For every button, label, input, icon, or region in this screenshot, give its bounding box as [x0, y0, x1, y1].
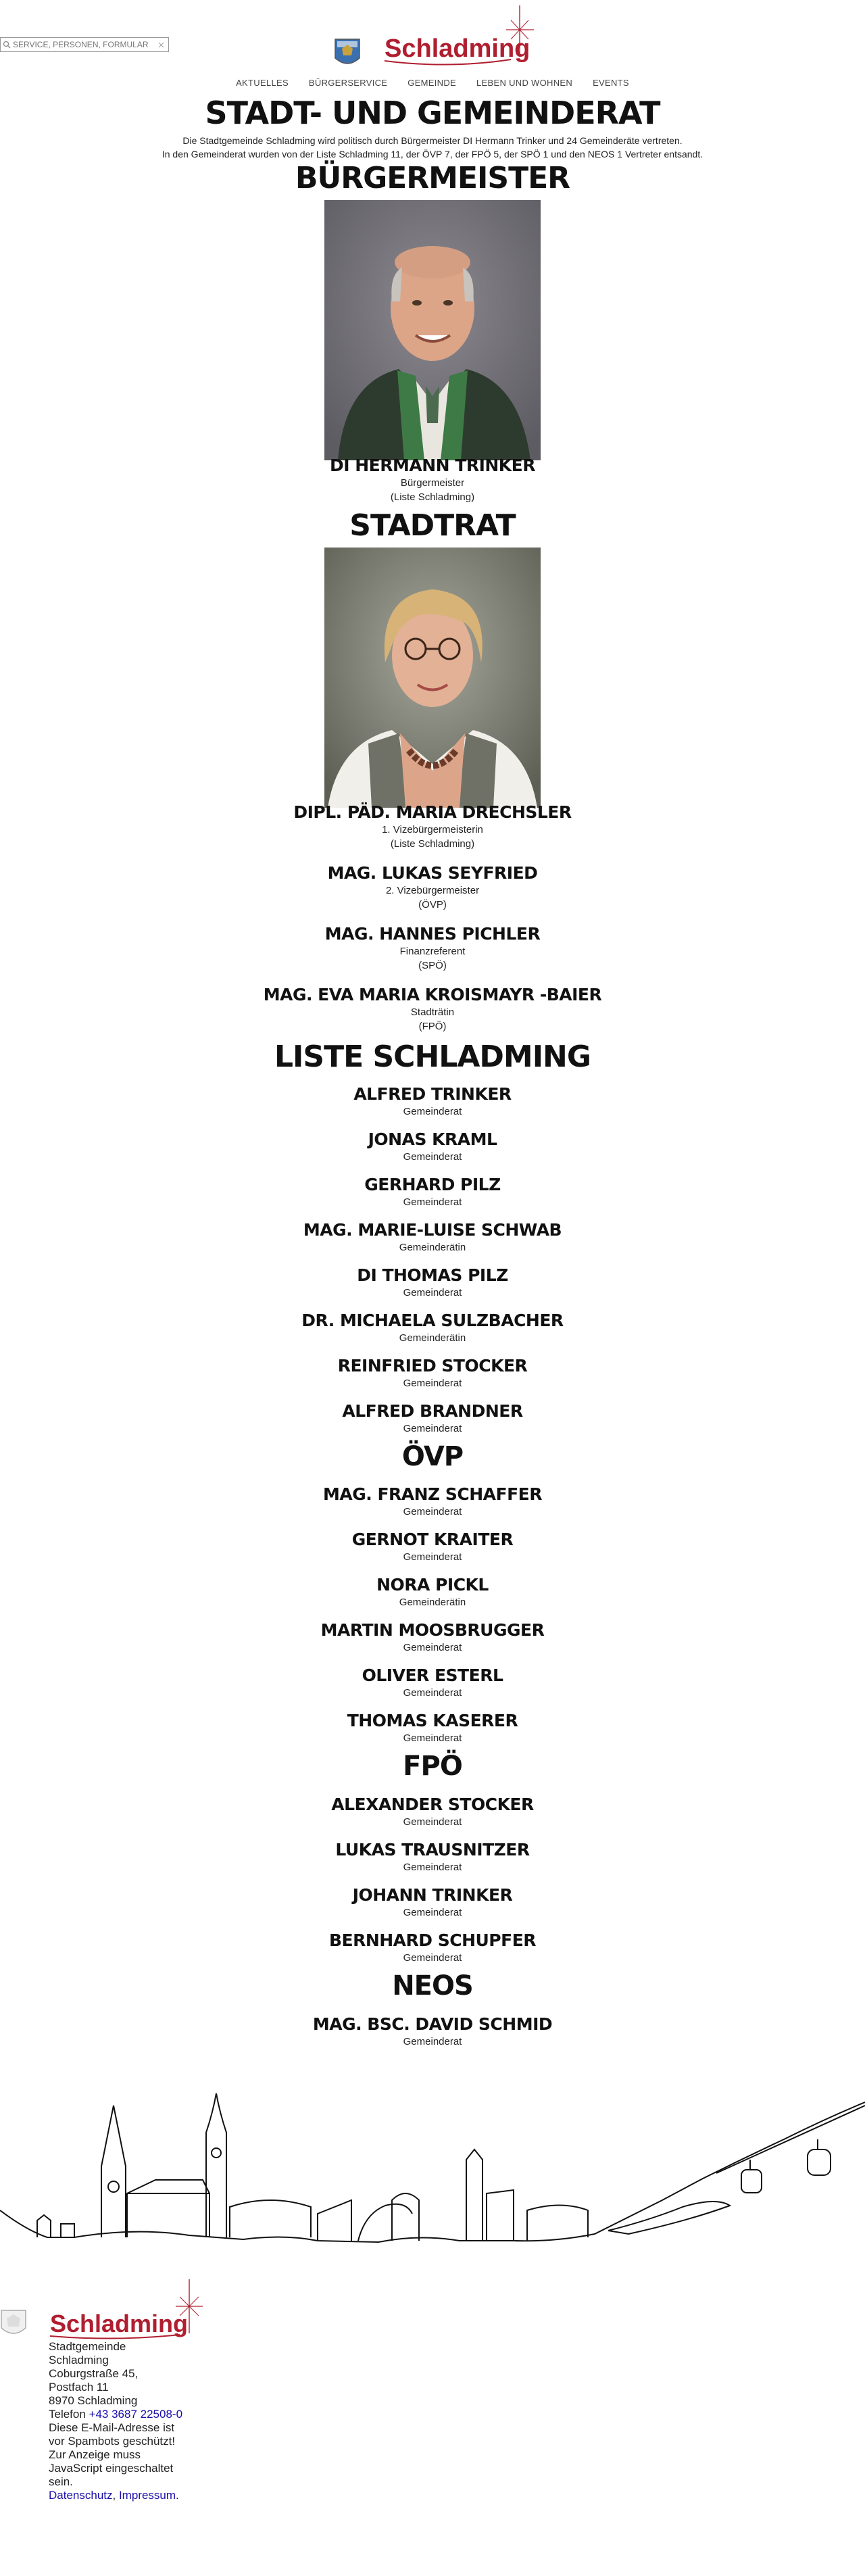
person-card — [0, 1711, 865, 1745]
person-card — [0, 1530, 865, 1564]
person-name: ALEXANDER STOCKER — [331, 1795, 534, 1814]
person-name: MAG. FRANZ SCHAFFER — [323, 1484, 542, 1504]
person-role: Gemeinderat — [403, 1732, 462, 1744]
footer-address-line: 8970 Schladming — [49, 2394, 138, 2407]
section-title-fpoe: FPÖ — [403, 1751, 462, 1782]
main-nav — [0, 78, 865, 88]
person-name: BERNHARD SCHUPFER — [328, 1930, 537, 1950]
person-card — [0, 1220, 865, 1255]
person-card — [0, 1930, 865, 1965]
intro-line: In den Gemeinderat wurden von der Liste Schladming 11, der ÖVP 7, der FPÖ 5, der SPÖ 1 und den NEOS 1 Vertreter entsandt. — [162, 149, 703, 160]
person-name: MAG. BSC. DAVID SCHMID — [312, 2014, 553, 2034]
page-title: STADT- UND GEMEINDERAT — [205, 95, 660, 131]
footer-address — [49, 2340, 204, 2502]
person-card — [0, 1084, 865, 1119]
footer — [0, 2278, 865, 2508]
person-name: NORA PICKL — [376, 1575, 489, 1595]
coat-of-arms-icon — [0, 2309, 27, 2339]
logo-wordmark: Schladming — [385, 34, 530, 63]
person-name: MAG. EVA MARIA KROISMAYR -BAIER — [263, 985, 602, 1004]
footer-address-line: Postfach 11 — [49, 2381, 109, 2393]
person-name: JOHANN TRINKER — [352, 1885, 513, 1905]
phone-label: Telefon — [49, 2408, 89, 2421]
person-name: MAG. LUKAS SEYFRIED — [327, 863, 538, 883]
person-role: Gemeinderätin — [399, 1597, 466, 1608]
person-role: Gemeinderat — [403, 1506, 462, 1517]
person-card — [0, 1356, 865, 1390]
person-name: ALFRED TRINKER — [353, 1084, 512, 1104]
person-name: GERNOT KRAITER — [351, 1530, 514, 1549]
coat-of-arms-icon — [335, 39, 360, 64]
footer-phone — [49, 2408, 204, 2421]
person-name: MAG. MARIE-LUISE SCHWAB — [303, 1220, 562, 1240]
section-title-oevp: ÖVP — [401, 1441, 464, 1472]
nav-item-buergerservice[interactable]: BÜRGERSERVICE — [308, 78, 388, 88]
person-role: Gemeinderat — [403, 1907, 462, 1918]
person-card — [0, 1311, 865, 1345]
person-name: JONAS KRAML — [368, 1129, 497, 1149]
nav-item-gemeinde[interactable]: GEMEINDE — [407, 78, 457, 88]
person-party: (ÖVP) — [418, 899, 447, 910]
person-party: (Liste Schladming) — [390, 838, 475, 850]
footer-legal-links — [49, 2489, 204, 2502]
person-card — [0, 1795, 865, 1829]
person-card — [0, 1575, 865, 1609]
person-card — [0, 1885, 865, 1920]
person-name: DI HERMANN TRINKER — [329, 456, 535, 475]
footer-spam-note: Diese E-Mail-Adresse ist — [49, 2421, 175, 2434]
footer-spam-note: Zur Anzeige muss — [49, 2448, 141, 2461]
search-input[interactable] — [13, 40, 148, 49]
person-name: ALFRED BRANDNER — [342, 1401, 523, 1421]
section-title-mayor: BÜRGERMEISTER — [295, 161, 570, 195]
person-role: Gemeinderat — [403, 1816, 462, 1828]
person-role: Gemeinderätin — [399, 1332, 466, 1344]
person-party: (Liste Schladming) — [390, 491, 475, 503]
footer-spam-note: JavaScript eingeschaltet — [49, 2462, 174, 2475]
person-party: (SPÖ) — [418, 960, 447, 971]
person-role: Gemeinderat — [403, 2036, 462, 2047]
person-card — [0, 2014, 865, 2049]
person-role: Gemeinderat — [403, 1642, 462, 1653]
person-role: Gemeinderat — [403, 1687, 462, 1699]
person-role: Gemeinderat — [403, 1106, 462, 1117]
person-card — [0, 1840, 865, 1874]
person-role: Gemeinderat — [403, 1287, 462, 1298]
person-role: Gemeinderätin — [399, 1242, 466, 1253]
person-role: Finanzreferent — [399, 946, 466, 957]
person-party: (FPÖ) — [418, 1021, 447, 1032]
phone-link[interactable]: +43 3687 22508-0 — [89, 2408, 183, 2421]
site-logo[interactable] — [334, 5, 537, 68]
footer-spam-note: sein. — [49, 2475, 73, 2488]
person-role: Gemeinderat — [403, 1952, 462, 1964]
person-name: DR. MICHAELA SULZBACHER — [301, 1311, 564, 1330]
person-card — [0, 863, 865, 912]
search-bar — [0, 37, 169, 52]
person-name: LUKAS TRAUSNITZER — [335, 1840, 530, 1860]
person-name: MAG. HANNES PICHLER — [324, 924, 541, 944]
mayor-photo — [324, 200, 541, 460]
person-role: Gemeinderat — [403, 1196, 462, 1208]
person-card — [0, 985, 865, 1034]
separator: , — [112, 2489, 119, 2502]
person-role: 2. Vizebürgermeister — [385, 885, 480, 896]
period: . — [176, 2489, 179, 2502]
nav-item-aktuelles[interactable]: AKTUELLES — [236, 78, 289, 88]
section-title-neos: NEOS — [392, 1970, 473, 2001]
intro-text — [0, 134, 865, 161]
person-role: Stadträtin — [410, 1006, 455, 1018]
person-name: OLIVER ESTERL — [362, 1666, 503, 1685]
person-card — [0, 802, 865, 851]
footer-address-line: Coburgstraße 45, — [49, 2367, 139, 2380]
person-name: GERHARD PILZ — [364, 1175, 501, 1194]
person-role: Gemeinderat — [403, 1551, 462, 1563]
person-role: Gemeinderat — [403, 1378, 462, 1389]
vice-mayor-photo — [324, 548, 541, 808]
person-card — [0, 1175, 865, 1209]
person-card — [0, 1401, 865, 1436]
footer-address-line: Schladming — [49, 2354, 109, 2366]
nav-item-leben-und-wohnen[interactable]: LEBEN UND WOHNEN — [476, 78, 573, 88]
person-name: REINFRIED STOCKER — [337, 1356, 528, 1376]
person-name: MARTIN MOOSBRUGGER — [320, 1620, 545, 1640]
person-card — [0, 1484, 865, 1519]
person-name: DIPL. PÄD. MARIA DRECHSLER — [293, 802, 572, 822]
footer-address-line: Stadtgemeinde — [49, 2340, 126, 2353]
person-card — [0, 1620, 865, 1655]
person-name: DI THOMAS PILZ — [357, 1265, 508, 1285]
town-skyline-illustration — [0, 2092, 865, 2261]
section-title-liste-schladming: LISTE SCHLADMING — [274, 1040, 591, 1074]
person-name: THOMAS KASERER — [347, 1711, 518, 1730]
person-role: Gemeinderat — [403, 1423, 462, 1434]
close-icon[interactable] — [155, 39, 167, 51]
person-role: Gemeinderat — [403, 1151, 462, 1163]
person-role: Bürgermeister — [400, 477, 465, 489]
person-card — [0, 1265, 865, 1300]
nav-item-events[interactable]: EVENTS — [593, 78, 629, 88]
person-card — [0, 456, 865, 504]
person-role: 1. Vizebürgermeisterin — [382, 824, 483, 835]
person-card — [0, 1129, 865, 1164]
person-card — [0, 1666, 865, 1700]
svg-text:Schladming: Schladming — [50, 2310, 189, 2337]
privacy-link[interactable]: Datenschutz — [49, 2489, 113, 2502]
person-role: Gemeinderat — [403, 1862, 462, 1873]
footer-logo[interactable] — [47, 2279, 203, 2340]
imprint-link[interactable]: Impressum — [118, 2489, 176, 2502]
section-title-stadtrat: STADTRAT — [349, 508, 516, 543]
intro-line: Die Stadtgemeinde Schladming wird politisch durch Bürgermeister DI Hermann Trinker und 24 Gemeinderäte vertreten. — [182, 135, 683, 146]
footer-spam-note: vor Spambots geschützt! — [49, 2435, 176, 2448]
search-icon[interactable] — [1, 39, 13, 51]
person-card — [0, 924, 865, 973]
